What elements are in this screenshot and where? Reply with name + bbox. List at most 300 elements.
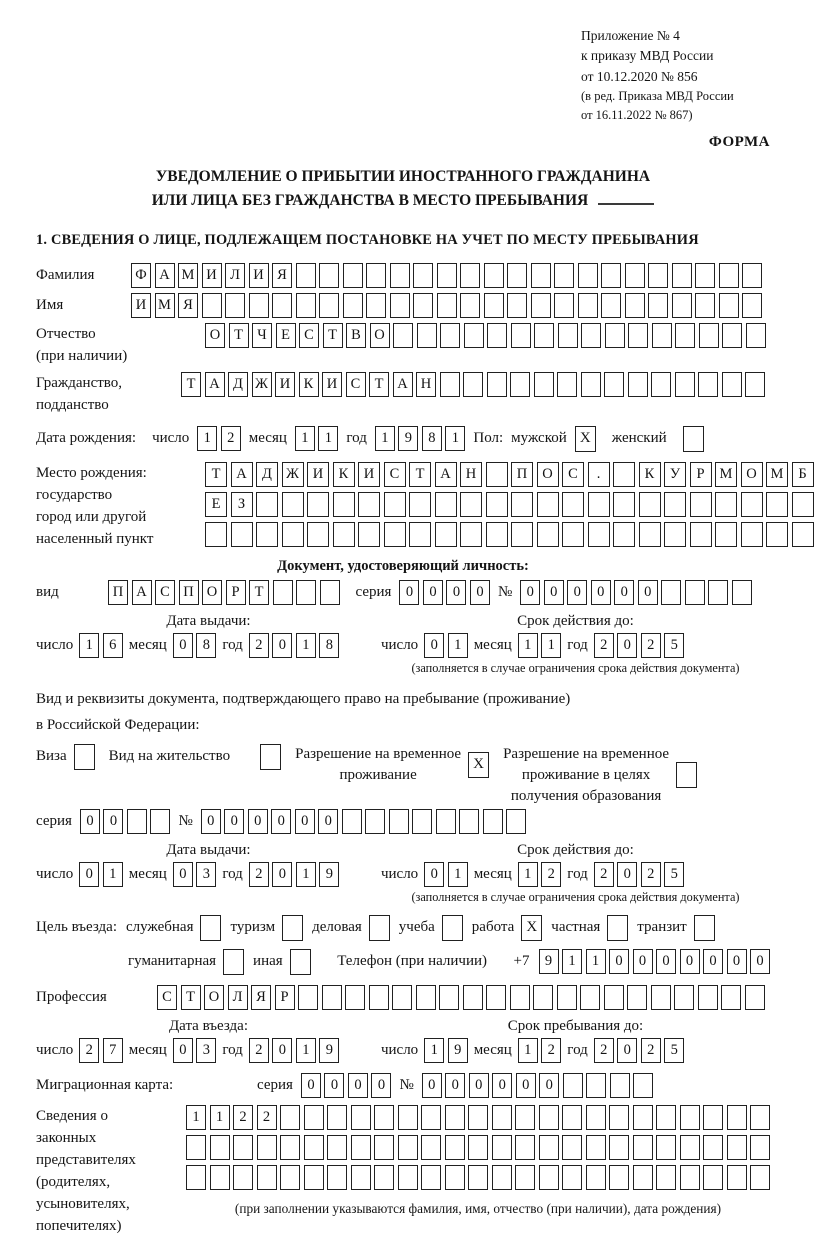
char-cell[interactable] <box>417 323 437 348</box>
char-cell[interactable] <box>486 522 508 547</box>
char-cell[interactable]: 6 <box>103 633 123 658</box>
char-cell[interactable]: Т <box>369 372 389 397</box>
char-cell[interactable]: 0 <box>103 809 123 834</box>
gumanitarnaya-checkbox[interactable] <box>223 949 244 975</box>
char-cell[interactable]: 0 <box>703 949 723 974</box>
char-cell[interactable]: Т <box>229 323 249 348</box>
char-cell[interactable] <box>672 263 692 288</box>
char-cell[interactable] <box>727 1105 747 1130</box>
char-cell[interactable] <box>651 372 671 397</box>
char-cell[interactable] <box>652 323 672 348</box>
char-cell[interactable] <box>416 985 436 1010</box>
char-cell[interactable]: 0 <box>224 809 244 834</box>
char-cell[interactable]: 9 <box>539 949 559 974</box>
char-cell[interactable] <box>680 1135 700 1160</box>
char-cell[interactable] <box>257 1165 277 1190</box>
char-cell[interactable]: Р <box>226 580 246 605</box>
char-cell[interactable] <box>719 263 739 288</box>
char-cell[interactable] <box>460 263 480 288</box>
char-cell[interactable] <box>609 1105 629 1130</box>
char-cell[interactable] <box>421 1105 441 1130</box>
char-cell[interactable]: К <box>639 462 661 487</box>
char-cell[interactable]: П <box>179 580 199 605</box>
char-cell[interactable] <box>601 293 621 318</box>
char-cell[interactable]: . <box>588 462 610 487</box>
char-cell[interactable] <box>492 1105 512 1130</box>
char-cell[interactable] <box>421 1135 441 1160</box>
char-cell[interactable]: С <box>157 985 177 1010</box>
char-cell[interactable] <box>685 580 705 605</box>
char-cell[interactable]: 0 <box>173 633 193 658</box>
char-cell[interactable] <box>282 492 304 517</box>
char-cell[interactable] <box>273 580 293 605</box>
char-cell[interactable]: О <box>202 580 222 605</box>
char-cell[interactable]: 2 <box>541 862 561 887</box>
char-cell[interactable]: С <box>346 372 366 397</box>
char-cell[interactable] <box>459 809 479 834</box>
delovaya-checkbox[interactable] <box>369 915 390 941</box>
char-cell[interactable]: 1 <box>448 633 468 658</box>
char-cell[interactable] <box>557 985 577 1010</box>
char-cell[interactable]: Т <box>181 372 201 397</box>
char-cell[interactable]: З <box>231 492 253 517</box>
char-cell[interactable] <box>374 1105 394 1130</box>
char-cell[interactable] <box>484 263 504 288</box>
char-cell[interactable]: О <box>741 462 763 487</box>
char-cell[interactable] <box>699 323 719 348</box>
char-cell[interactable]: 0 <box>638 580 658 605</box>
char-cell[interactable]: А <box>132 580 152 605</box>
char-cell[interactable]: 0 <box>544 580 564 605</box>
char-cell[interactable]: А <box>205 372 225 397</box>
char-cell[interactable] <box>319 293 339 318</box>
char-cell[interactable] <box>445 1135 465 1160</box>
char-cell[interactable] <box>558 323 578 348</box>
char-cell[interactable] <box>722 323 742 348</box>
char-cell[interactable]: И <box>358 462 380 487</box>
char-cell[interactable] <box>741 522 763 547</box>
char-cell[interactable] <box>586 1105 606 1130</box>
char-cell[interactable]: О <box>537 462 559 487</box>
char-cell[interactable] <box>703 1105 723 1130</box>
char-cell[interactable] <box>366 263 386 288</box>
char-cell[interactable] <box>492 1135 512 1160</box>
char-cell[interactable] <box>445 1165 465 1190</box>
char-cell[interactable]: Т <box>409 462 431 487</box>
char-cell[interactable] <box>327 1135 347 1160</box>
char-cell[interactable] <box>351 1105 371 1130</box>
char-cell[interactable]: О <box>205 323 225 348</box>
char-cell[interactable] <box>605 323 625 348</box>
char-cell[interactable] <box>304 1135 324 1160</box>
char-cell[interactable] <box>708 580 728 605</box>
char-cell[interactable]: 0 <box>567 580 587 605</box>
char-cell[interactable] <box>604 985 624 1010</box>
char-cell[interactable]: Н <box>416 372 436 397</box>
char-cell[interactable]: 0 <box>422 1073 442 1098</box>
char-cell[interactable] <box>664 492 686 517</box>
char-cell[interactable] <box>703 1165 723 1190</box>
inaya-checkbox[interactable] <box>290 949 311 975</box>
char-cell[interactable] <box>298 985 318 1010</box>
char-cell[interactable]: 0 <box>609 949 629 974</box>
chastnaya-checkbox[interactable] <box>607 915 628 941</box>
char-cell[interactable] <box>282 522 304 547</box>
char-cell[interactable] <box>398 1135 418 1160</box>
char-cell[interactable] <box>537 522 559 547</box>
char-cell[interactable] <box>742 263 762 288</box>
char-cell[interactable]: 1 <box>541 633 561 658</box>
char-cell[interactable]: 5 <box>664 1038 684 1063</box>
char-cell[interactable] <box>484 293 504 318</box>
char-cell[interactable] <box>343 263 363 288</box>
char-cell[interactable] <box>664 522 686 547</box>
char-cell[interactable] <box>358 492 380 517</box>
char-cell[interactable]: 0 <box>750 949 770 974</box>
char-cell[interactable] <box>468 1105 488 1130</box>
char-cell[interactable] <box>727 1135 747 1160</box>
char-cell[interactable]: 1 <box>296 1038 316 1063</box>
char-cell[interactable] <box>722 372 742 397</box>
char-cell[interactable] <box>272 293 292 318</box>
char-cell[interactable]: И <box>202 263 222 288</box>
char-cell[interactable] <box>351 1135 371 1160</box>
char-cell[interactable] <box>486 492 508 517</box>
char-cell[interactable]: 1 <box>424 1038 444 1063</box>
char-cell[interactable] <box>280 1135 300 1160</box>
char-cell[interactable] <box>327 1105 347 1130</box>
char-cell[interactable]: 8 <box>422 426 442 451</box>
char-cell[interactable] <box>586 1073 606 1098</box>
char-cell[interactable] <box>511 323 531 348</box>
char-cell[interactable]: К <box>299 372 319 397</box>
char-cell[interactable] <box>741 492 763 517</box>
char-cell[interactable] <box>468 1135 488 1160</box>
char-cell[interactable]: 0 <box>680 949 700 974</box>
sluzhebnaya-checkbox[interactable] <box>200 915 221 941</box>
char-cell[interactable]: 0 <box>656 949 676 974</box>
char-cell[interactable] <box>483 809 503 834</box>
char-cell[interactable] <box>435 492 457 517</box>
char-cell[interactable] <box>515 1105 535 1130</box>
char-cell[interactable]: 1 <box>518 1038 538 1063</box>
char-cell[interactable] <box>633 1073 653 1098</box>
char-cell[interactable]: Е <box>276 323 296 348</box>
char-cell[interactable]: 2 <box>641 633 661 658</box>
char-cell[interactable] <box>639 492 661 517</box>
char-cell[interactable] <box>745 372 765 397</box>
char-cell[interactable]: М <box>766 462 788 487</box>
char-cell[interactable]: И <box>322 372 342 397</box>
char-cell[interactable] <box>384 522 406 547</box>
char-cell[interactable] <box>460 492 482 517</box>
char-cell[interactable]: Я <box>251 985 271 1010</box>
char-cell[interactable]: 2 <box>249 633 269 658</box>
char-cell[interactable]: Ф <box>131 263 151 288</box>
char-cell[interactable]: 0 <box>492 1073 512 1098</box>
char-cell[interactable] <box>581 372 601 397</box>
rabota-checkbox[interactable]: X <box>521 915 542 941</box>
char-cell[interactable]: Б <box>792 462 814 487</box>
char-cell[interactable] <box>613 492 635 517</box>
char-cell[interactable] <box>534 372 554 397</box>
char-cell[interactable] <box>675 372 695 397</box>
char-cell[interactable]: 1 <box>318 426 338 451</box>
char-cell[interactable]: А <box>393 372 413 397</box>
char-cell[interactable]: У <box>664 462 686 487</box>
char-cell[interactable]: 0 <box>614 580 634 605</box>
char-cell[interactable]: Р <box>690 462 712 487</box>
char-cell[interactable] <box>210 1165 230 1190</box>
char-cell[interactable] <box>374 1165 394 1190</box>
char-cell[interactable]: 0 <box>248 809 268 834</box>
char-cell[interactable] <box>563 1073 583 1098</box>
char-cell[interactable]: 9 <box>319 862 339 887</box>
char-cell[interactable] <box>369 985 389 1010</box>
char-cell[interactable] <box>511 522 533 547</box>
char-cell[interactable]: 1 <box>296 862 316 887</box>
char-cell[interactable]: 3 <box>196 862 216 887</box>
char-cell[interactable]: С <box>562 462 584 487</box>
char-cell[interactable]: 7 <box>103 1038 123 1063</box>
char-cell[interactable]: 2 <box>221 426 241 451</box>
char-cell[interactable]: 8 <box>196 633 216 658</box>
char-cell[interactable] <box>460 522 482 547</box>
char-cell[interactable] <box>625 263 645 288</box>
char-cell[interactable] <box>695 293 715 318</box>
char-cell[interactable] <box>439 985 459 1010</box>
char-cell[interactable]: В <box>346 323 366 348</box>
char-cell[interactable]: А <box>155 263 175 288</box>
char-cell[interactable]: 9 <box>398 426 418 451</box>
char-cell[interactable] <box>588 492 610 517</box>
char-cell[interactable] <box>531 293 551 318</box>
char-cell[interactable] <box>343 293 363 318</box>
char-cell[interactable]: 0 <box>520 580 540 605</box>
char-cell[interactable] <box>633 1135 653 1160</box>
char-cell[interactable]: 0 <box>470 580 490 605</box>
female-checkbox[interactable] <box>683 426 704 452</box>
char-cell[interactable] <box>766 522 788 547</box>
char-cell[interactable] <box>515 1135 535 1160</box>
char-cell[interactable]: 0 <box>446 580 466 605</box>
char-cell[interactable] <box>413 293 433 318</box>
char-cell[interactable] <box>690 492 712 517</box>
char-cell[interactable]: 0 <box>469 1073 489 1098</box>
char-cell[interactable] <box>674 985 694 1010</box>
char-cell[interactable]: 2 <box>641 1038 661 1063</box>
char-cell[interactable]: 0 <box>271 809 291 834</box>
char-cell[interactable]: 1 <box>518 862 538 887</box>
char-cell[interactable] <box>487 372 507 397</box>
char-cell[interactable]: Я <box>272 263 292 288</box>
char-cell[interactable] <box>601 263 621 288</box>
char-cell[interactable] <box>320 580 340 605</box>
char-cell[interactable] <box>746 323 766 348</box>
char-cell[interactable] <box>581 323 601 348</box>
char-cell[interactable] <box>486 462 508 487</box>
char-cell[interactable] <box>792 522 814 547</box>
char-cell[interactable] <box>633 1165 653 1190</box>
char-cell[interactable] <box>256 492 278 517</box>
char-cell[interactable]: П <box>108 580 128 605</box>
char-cell[interactable]: 9 <box>319 1038 339 1063</box>
char-cell[interactable] <box>390 293 410 318</box>
char-cell[interactable] <box>742 293 762 318</box>
char-cell[interactable] <box>610 1073 630 1098</box>
char-cell[interactable] <box>715 492 737 517</box>
char-cell[interactable] <box>127 809 147 834</box>
char-cell[interactable]: 1 <box>103 862 123 887</box>
char-cell[interactable]: 0 <box>201 809 221 834</box>
char-cell[interactable] <box>562 522 584 547</box>
char-cell[interactable] <box>186 1165 206 1190</box>
char-cell[interactable] <box>186 1135 206 1160</box>
char-cell[interactable]: 1 <box>79 633 99 658</box>
char-cell[interactable] <box>648 293 668 318</box>
turizm-checkbox[interactable] <box>282 915 303 941</box>
char-cell[interactable]: Т <box>205 462 227 487</box>
char-cell[interactable] <box>296 293 316 318</box>
char-cell[interactable]: Л <box>228 985 248 1010</box>
char-cell[interactable] <box>150 809 170 834</box>
char-cell[interactable] <box>384 492 406 517</box>
char-cell[interactable] <box>609 1135 629 1160</box>
char-cell[interactable] <box>463 985 483 1010</box>
char-cell[interactable] <box>562 1105 582 1130</box>
char-cell[interactable] <box>304 1105 324 1130</box>
char-cell[interactable]: И <box>275 372 295 397</box>
char-cell[interactable] <box>690 522 712 547</box>
char-cell[interactable]: С <box>299 323 319 348</box>
char-cell[interactable]: Н <box>460 462 482 487</box>
char-cell[interactable] <box>745 985 765 1010</box>
char-cell[interactable]: Л <box>225 263 245 288</box>
char-cell[interactable]: 2 <box>233 1105 253 1130</box>
char-cell[interactable]: 2 <box>594 862 614 887</box>
char-cell[interactable]: 2 <box>79 1038 99 1063</box>
char-cell[interactable] <box>435 522 457 547</box>
char-cell[interactable] <box>342 809 362 834</box>
char-cell[interactable] <box>633 1105 653 1130</box>
char-cell[interactable]: О <box>370 323 390 348</box>
char-cell[interactable]: Д <box>256 462 278 487</box>
char-cell[interactable] <box>440 372 460 397</box>
char-cell[interactable]: 1 <box>445 426 465 451</box>
char-cell[interactable]: 0 <box>173 862 193 887</box>
char-cell[interactable] <box>319 263 339 288</box>
char-cell[interactable] <box>675 323 695 348</box>
char-cell[interactable] <box>698 985 718 1010</box>
char-cell[interactable]: М <box>155 293 175 318</box>
char-cell[interactable] <box>487 323 507 348</box>
char-cell[interactable] <box>280 1105 300 1130</box>
char-cell[interactable]: 8 <box>319 633 339 658</box>
char-cell[interactable] <box>460 293 480 318</box>
char-cell[interactable] <box>390 263 410 288</box>
char-cell[interactable] <box>507 263 527 288</box>
char-cell[interactable] <box>436 809 456 834</box>
char-cell[interactable] <box>257 1135 277 1160</box>
char-cell[interactable] <box>672 293 692 318</box>
char-cell[interactable] <box>562 1135 582 1160</box>
char-cell[interactable] <box>345 985 365 1010</box>
char-cell[interactable]: 2 <box>594 633 614 658</box>
residence-permit-checkbox[interactable] <box>260 744 281 770</box>
char-cell[interactable]: С <box>155 580 175 605</box>
char-cell[interactable]: 0 <box>727 949 747 974</box>
char-cell[interactable]: Ч <box>252 323 272 348</box>
char-cell[interactable] <box>557 372 577 397</box>
char-cell[interactable]: С <box>384 462 406 487</box>
char-cell[interactable]: 1 <box>210 1105 230 1130</box>
char-cell[interactable] <box>609 1165 629 1190</box>
char-cell[interactable] <box>656 1165 676 1190</box>
char-cell[interactable]: 1 <box>375 426 395 451</box>
char-cell[interactable] <box>492 1165 512 1190</box>
char-cell[interactable] <box>464 323 484 348</box>
char-cell[interactable] <box>588 522 610 547</box>
char-cell[interactable]: 5 <box>664 633 684 658</box>
char-cell[interactable]: А <box>231 462 253 487</box>
char-cell[interactable] <box>304 1165 324 1190</box>
char-cell[interactable]: 0 <box>79 862 99 887</box>
char-cell[interactable] <box>389 809 409 834</box>
char-cell[interactable] <box>604 372 624 397</box>
char-cell[interactable] <box>680 1165 700 1190</box>
char-cell[interactable] <box>613 522 635 547</box>
char-cell[interactable]: 0 <box>173 1038 193 1063</box>
char-cell[interactable] <box>510 372 530 397</box>
char-cell[interactable] <box>721 985 741 1010</box>
char-cell[interactable]: И <box>131 293 151 318</box>
char-cell[interactable] <box>628 372 648 397</box>
char-cell[interactable]: М <box>715 462 737 487</box>
char-cell[interactable]: 1 <box>186 1105 206 1130</box>
char-cell[interactable] <box>351 1165 371 1190</box>
char-cell[interactable] <box>539 1135 559 1160</box>
char-cell[interactable] <box>703 1135 723 1160</box>
char-cell[interactable]: 1 <box>518 633 538 658</box>
char-cell[interactable] <box>656 1135 676 1160</box>
char-cell[interactable] <box>365 809 385 834</box>
char-cell[interactable]: 0 <box>423 580 443 605</box>
char-cell[interactable]: 2 <box>249 862 269 887</box>
char-cell[interactable]: 0 <box>348 1073 368 1098</box>
char-cell[interactable]: 2 <box>249 1038 269 1063</box>
char-cell[interactable]: 2 <box>257 1105 277 1130</box>
char-cell[interactable]: Р <box>275 985 295 1010</box>
char-cell[interactable]: Ж <box>282 462 304 487</box>
char-cell[interactable]: 1 <box>448 862 468 887</box>
char-cell[interactable] <box>719 293 739 318</box>
char-cell[interactable]: Д <box>228 372 248 397</box>
temp-residence-checkbox[interactable]: X <box>468 752 489 778</box>
char-cell[interactable]: Т <box>181 985 201 1010</box>
char-cell[interactable] <box>249 293 269 318</box>
char-cell[interactable] <box>307 522 329 547</box>
char-cell[interactable]: 0 <box>295 809 315 834</box>
visa-checkbox[interactable] <box>74 744 95 770</box>
char-cell[interactable] <box>554 293 574 318</box>
char-cell[interactable] <box>486 985 506 1010</box>
char-cell[interactable] <box>750 1165 770 1190</box>
char-cell[interactable]: Я <box>178 293 198 318</box>
char-cell[interactable] <box>233 1165 253 1190</box>
char-cell[interactable]: 0 <box>633 949 653 974</box>
char-cell[interactable] <box>393 323 413 348</box>
char-cell[interactable]: 0 <box>445 1073 465 1098</box>
